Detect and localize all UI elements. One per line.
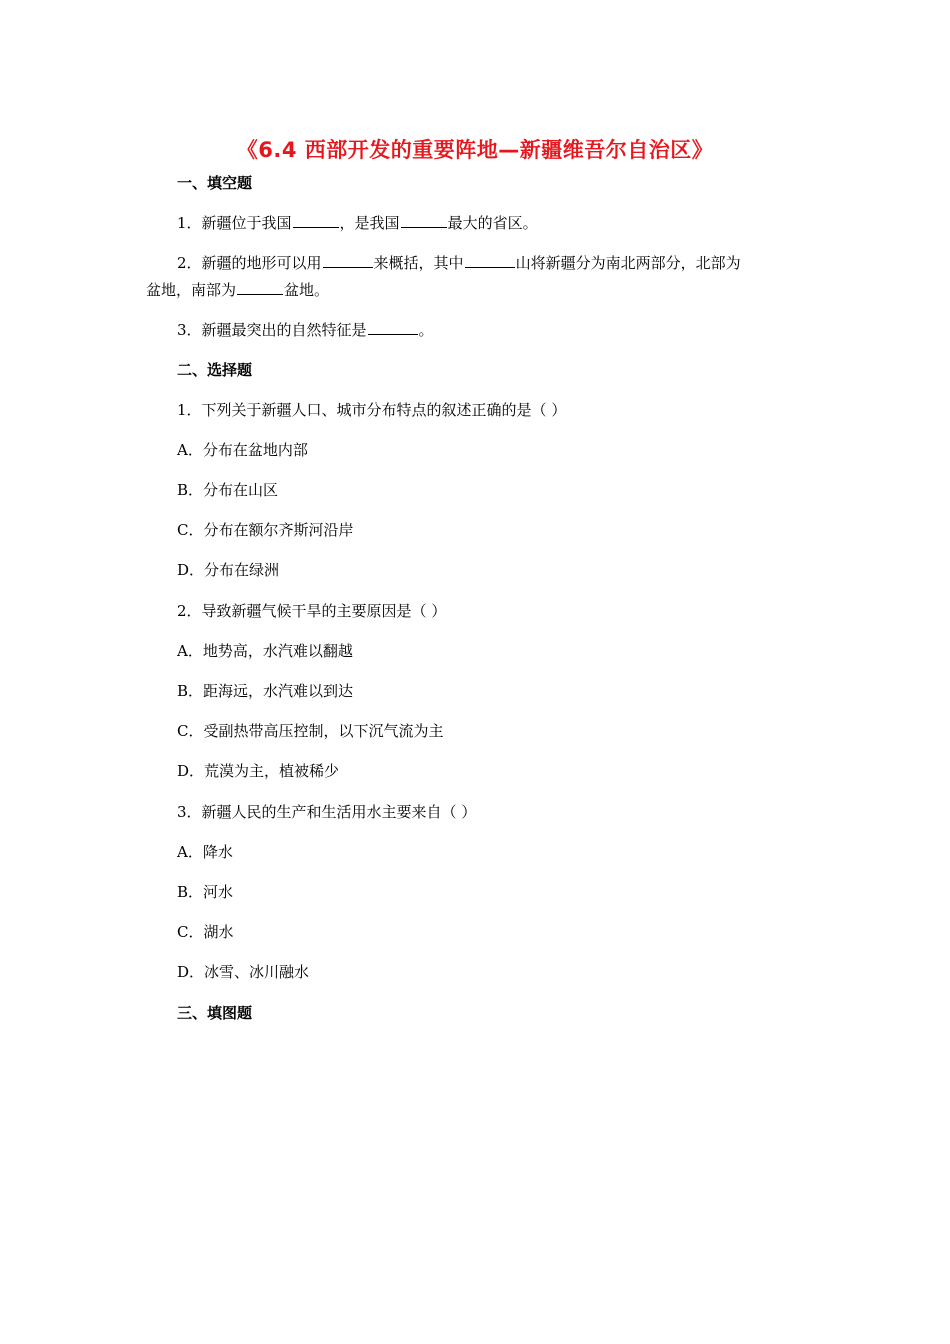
section-heading-fill-in: 一、填空题 bbox=[177, 174, 253, 192]
choice-option-c[interactable]: C．受副热带高压控制，以下沉气流为主 bbox=[177, 722, 444, 740]
answer-blank[interactable] bbox=[401, 212, 447, 228]
choice-option-c[interactable]: C．湖水 bbox=[177, 923, 234, 941]
fill-question-2-line-2: 盆地，南部为 盆地。 bbox=[146, 281, 330, 299]
document-title: 《6.4 西部开发的重要阵地—新疆维吾尔自治区》 bbox=[236, 138, 714, 162]
choice-option-b[interactable]: B．分布在山区 bbox=[177, 481, 279, 499]
choice-option-d[interactable]: D．分布在绿洲 bbox=[177, 561, 280, 579]
choice-option-c[interactable]: C．分布在额尔齐斯河沿岸 bbox=[177, 521, 354, 539]
answer-blank[interactable] bbox=[293, 212, 339, 228]
choice-option-a[interactable]: A．地势高，水汽难以翻越 bbox=[177, 642, 353, 660]
choice-option-a[interactable]: A．分布在盆地内部 bbox=[177, 441, 308, 459]
answer-blank[interactable] bbox=[237, 279, 283, 295]
choice-question-3-stem: 3．新疆人民的生产和生活用水主要来自（ ） bbox=[177, 803, 477, 821]
answer-blank[interactable] bbox=[465, 252, 515, 268]
choice-option-b[interactable]: B．距海远，水汽难以到达 bbox=[177, 682, 354, 700]
choice-question-1-stem: 1．下列关于新疆人口、城市分布特点的叙述正确的是（ ） bbox=[177, 401, 567, 419]
choice-option-a[interactable]: A．降水 bbox=[177, 843, 233, 861]
choice-option-b[interactable]: B．河水 bbox=[177, 883, 234, 901]
choice-option-d[interactable]: D．冰雪、冰川融水 bbox=[177, 963, 310, 981]
answer-blank[interactable] bbox=[368, 319, 418, 335]
fill-question-1: 1．新疆位于我国 ，是我国 最大的省区。 bbox=[177, 214, 538, 232]
choice-question-2-stem: 2．导致新疆气候干旱的主要原因是（ ） bbox=[177, 602, 447, 620]
choice-option-d[interactable]: D．荒漠为主，植被稀少 bbox=[177, 762, 340, 780]
answer-blank[interactable] bbox=[323, 252, 373, 268]
section-heading-map: 三、填图题 bbox=[177, 1004, 253, 1022]
section-heading-choice: 二、选择题 bbox=[177, 361, 253, 379]
fill-question-2-line-1: 2．新疆的地形可以用 来概括，其中 山将新疆分为南北两部分，北部为 bbox=[177, 254, 741, 272]
fill-question-3: 3．新疆最突出的自然特征是 。 bbox=[177, 321, 434, 339]
